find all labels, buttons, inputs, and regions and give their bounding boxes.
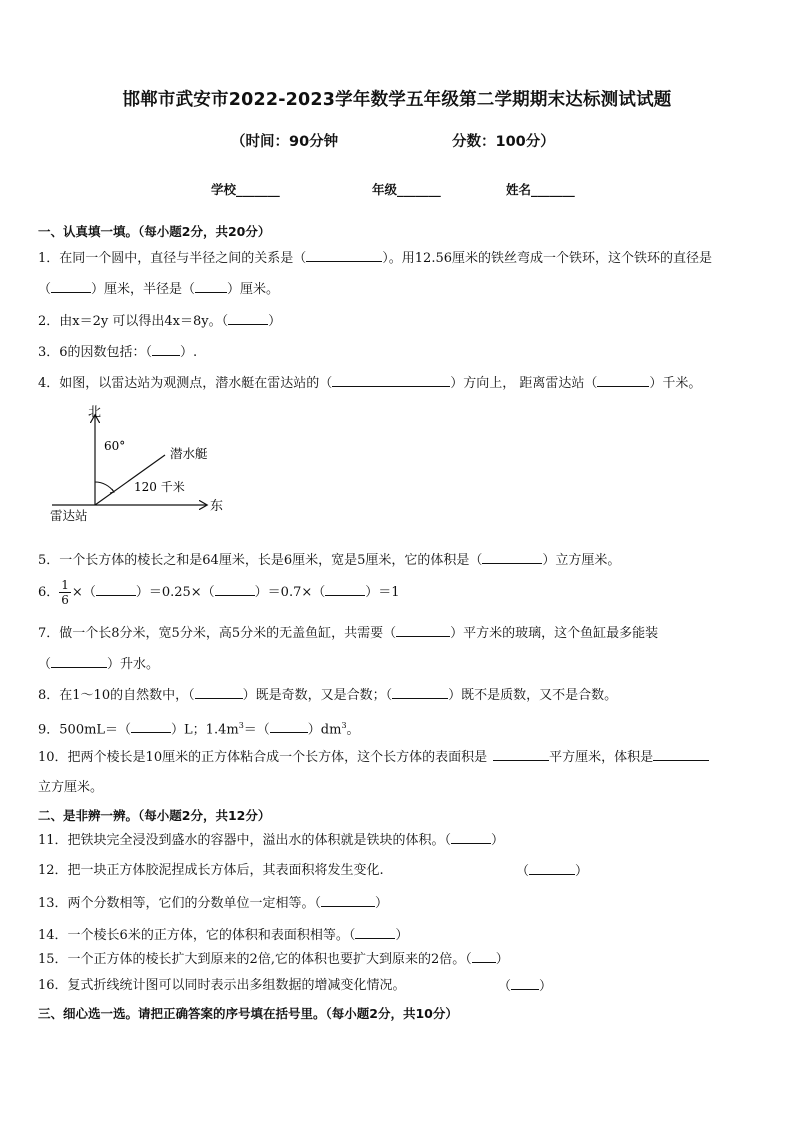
station-label: 雷达站 bbox=[50, 508, 88, 523]
angle-arrow-icon bbox=[110, 489, 114, 493]
answer-blank[interactable] bbox=[511, 977, 539, 990]
answer-blank[interactable] bbox=[392, 686, 448, 699]
question-13: 13．两个分数相等，它们的分数单位一定相等。（ ） bbox=[38, 896, 389, 911]
answer-blank[interactable] bbox=[396, 624, 450, 637]
question-1-line2: （ ）厘米，半径是（ ）厘米。 bbox=[38, 282, 280, 297]
answer-blank[interactable] bbox=[332, 374, 450, 387]
answer-blank[interactable] bbox=[215, 583, 255, 596]
direction-diagram bbox=[44, 402, 234, 528]
section-2-heading: 二、是非辨一辨。（每小题2分，共12分） bbox=[38, 808, 271, 823]
exam-score: 分数：100分） bbox=[452, 134, 555, 150]
north-label: 北 bbox=[88, 405, 102, 420]
page-title: 邯郸市武安市2022-2023学年数学五年级第二学期期末达标测试试题 bbox=[122, 90, 672, 110]
question-7-line2: （ ）升水。 bbox=[38, 657, 160, 672]
question-4: 4．如图，以雷达站为观测点，潜水艇在雷达站的（ ）方向上， 距离雷达站（ ）千米。 bbox=[38, 376, 702, 391]
submarine-label: 潜水艇 bbox=[170, 446, 208, 461]
question-9: 9．500mL＝（ ）L；$1.4m^3=$（ ）$dm^3$。 bbox=[38, 721, 360, 738]
question-12: 12．把一块正方体胶泥捏成长方体后，其表面积将发生变化. bbox=[38, 863, 384, 878]
exam-time: （时间：90分钟 bbox=[231, 134, 339, 150]
question-10-line2: 立方厘米。 bbox=[38, 780, 104, 795]
answer-blank[interactable] bbox=[228, 312, 268, 325]
answer-blank[interactable] bbox=[482, 551, 542, 564]
question-14: 14．一个棱长6米的正方体，它的体积和表面积相等。（ ） bbox=[38, 928, 409, 943]
question-1-line1: 1．在同一个圆中，直径与半径之间的关系是（ ）。用12.56厘米的铁丝弯成一个铁环，这个铁环的直径是 bbox=[38, 251, 712, 266]
school-field: 学校_______ bbox=[211, 182, 280, 197]
angle-arc bbox=[95, 482, 114, 492]
answer-blank[interactable] bbox=[96, 583, 136, 596]
answer-blank[interactable] bbox=[529, 862, 575, 875]
answer-blank[interactable] bbox=[51, 280, 91, 293]
answer-blank[interactable] bbox=[597, 374, 649, 387]
answer-blank[interactable] bbox=[131, 720, 171, 733]
answer-blank[interactable] bbox=[493, 748, 549, 761]
answer-blank[interactable] bbox=[195, 686, 243, 699]
angle-label: 60° bbox=[104, 439, 126, 453]
answer-blank[interactable] bbox=[306, 249, 382, 262]
answer-blank[interactable] bbox=[451, 831, 491, 844]
answer-blank[interactable] bbox=[195, 280, 227, 293]
question-7-line1: 7．做一个长8分米，宽5分米，高5分米的无盖鱼缸，共需要（ ）平方米的玻璃，这个鱼缸最多能装 bbox=[38, 626, 659, 641]
section-3-heading: 三、细心选一选。请把正确答案的序号填在括号里。（每小题2分，共10分） bbox=[38, 1006, 458, 1021]
question-8: 8．在1～10的自然数中，（ ）既是奇数，又是合数；（ ）既不是质数，又不是合数。 bbox=[38, 688, 618, 703]
name-field: 姓名_______ bbox=[506, 182, 575, 197]
question-16: 16．复式折线统计图可以同时表示出多组数据的增减变化情况。 bbox=[38, 978, 406, 993]
grade-field: 年级_______ bbox=[372, 182, 441, 197]
question-3: 3．6的因数包括：（ ）. bbox=[38, 345, 198, 360]
question-5: 5．一个长方体的棱长之和是64厘米，长是6厘米，宽是5厘米，它的体积是（ ）立方厘米。 bbox=[38, 553, 621, 568]
answer-blank[interactable] bbox=[653, 748, 709, 761]
distance-label: 120 千米 bbox=[134, 480, 185, 494]
question-6: 6． $\frac{1}{6}$ ×（ ）＝0.25×（ ）＝0.7×（ ）＝1 bbox=[38, 578, 400, 607]
question-10-line1: 10．把两个棱长是10厘米的正方体粘合成一个长方体，这个长方体的表面积是 平方厘米，体积是 bbox=[38, 748, 709, 767]
question-15: 15．一个正方体的棱长扩大到原来的2倍,它的体积也要扩大到原来的2倍。（ ） bbox=[38, 952, 509, 967]
answer-blank[interactable] bbox=[270, 720, 308, 733]
answer-blank[interactable] bbox=[321, 894, 375, 907]
answer-blank[interactable] bbox=[355, 926, 395, 939]
section-1-heading: 一、认真填一填。（每小题2分，共20分） bbox=[38, 224, 271, 239]
answer-blank[interactable] bbox=[472, 950, 496, 963]
answer-blank[interactable] bbox=[325, 583, 365, 596]
answer-blank[interactable] bbox=[51, 655, 107, 668]
question-11: 11．把铁块完全浸没到盛水的容器中，溢出水的体积就是铁块的体积。（ ） bbox=[38, 833, 505, 848]
east-label: 东 bbox=[210, 499, 224, 514]
fraction-one-sixth: $\frac{1}{6}$ bbox=[61, 578, 69, 607]
question-2: 2．由x＝2y 可以得出4x＝8y。（ ） bbox=[38, 314, 282, 329]
question-12-answer: （ ） bbox=[516, 864, 589, 879]
question-16-answer: （ ） bbox=[498, 979, 553, 994]
answer-blank[interactable] bbox=[152, 343, 180, 356]
